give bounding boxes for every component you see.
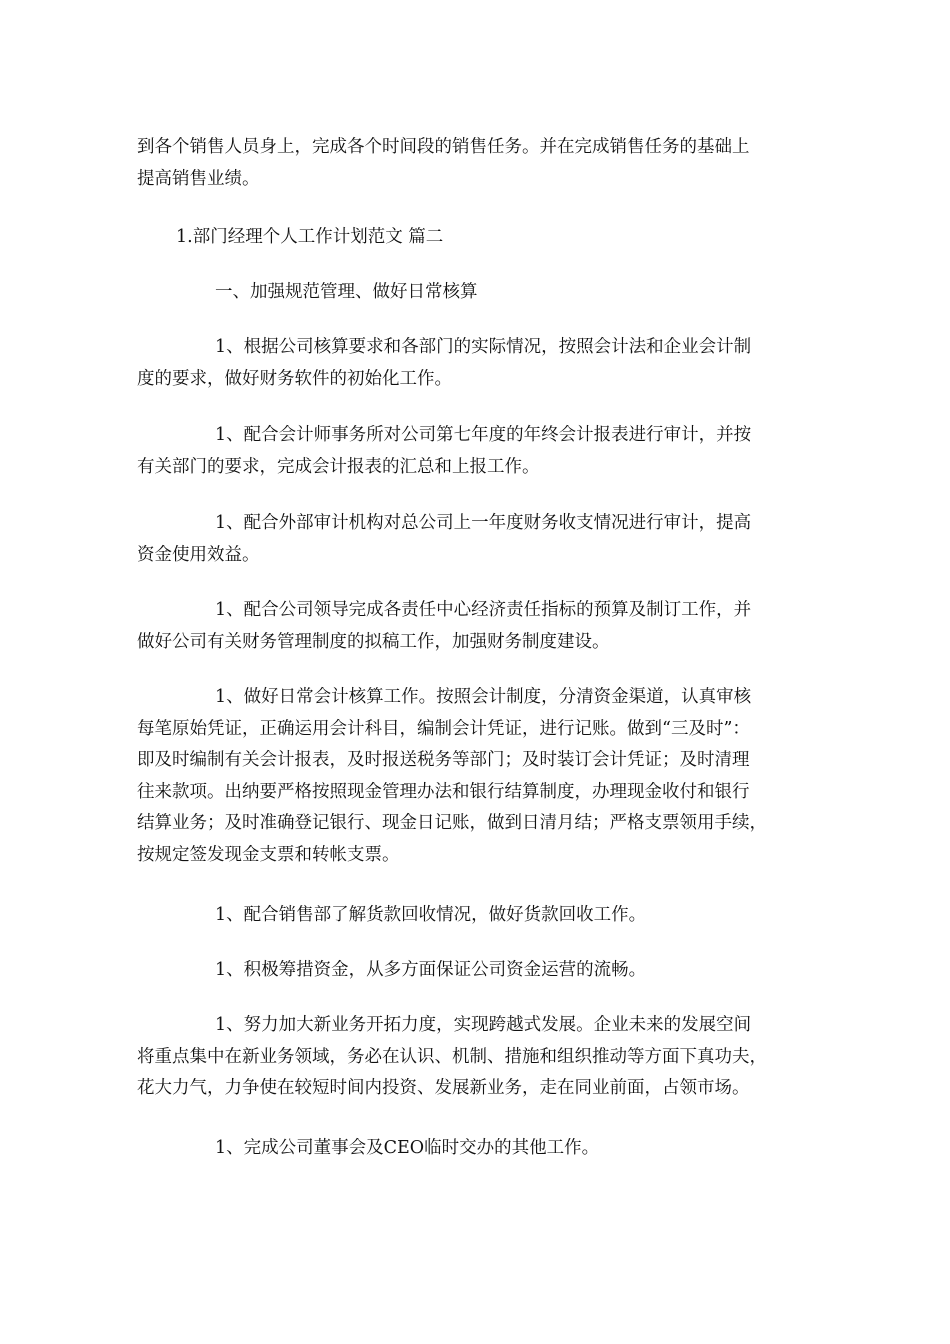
text-line: 1、配合销售部了解货款回收情况，做好货款回收工作。 [215, 905, 647, 925]
text-line: 资金使用效益。 [137, 544, 260, 565]
text-line: 花大力气，力争使在较短时间内投资、发展新业务，走在同业前面，占领市场。 [137, 1078, 750, 1098]
paragraph-item [137, 332, 817, 395]
text-line: 1、积极筹措资金，从多方面保证公司资金运营的流畅。 [215, 960, 647, 980]
text-line: 1、做好日常会计核算工作。按照会计制度，分清资金渠道，认真审核 [215, 687, 752, 707]
text-line: 1.部门经理个人工作计划范文 篇二 [176, 227, 444, 247]
text-line: 提高销售业绩。 [137, 168, 260, 189]
text-line: 每笔原始凭证，正确运用会计科目，编制会计凭证，进行记账。做到“三及时”： [137, 718, 750, 739]
paragraph-continuation [137, 132, 817, 195]
paragraph-item [137, 595, 817, 658]
text-line: 1、配合公司领导完成各责任中心经济责任指标的预算及制订工作，并 [215, 600, 752, 620]
text-line: 一、加强规范管理、做好日常核算 [215, 282, 478, 302]
section-title [137, 222, 817, 254]
text-line: 即及时编制有关会计报表，及时报送税务等部门；及时装订会计凭证；及时清理 [137, 750, 750, 770]
text-line: 1、努力加大新业务开拓力度，实现跨越式发展。企业未来的发展空间 [215, 1015, 752, 1035]
paragraph-item [137, 1133, 817, 1165]
paragraph-item [137, 682, 817, 871]
paragraph-item [137, 508, 817, 571]
paragraph-item [137, 1010, 817, 1105]
text-line: 1、根据公司核算要求和各部门的实际情况，按照会计法和企业会计制 [215, 337, 752, 357]
text-line: 往来款项。出纳要严格按照现金管理办法和银行结算制度，办理现金收付和银行 [137, 781, 750, 802]
paragraph-item [137, 420, 817, 483]
text-line: 到各个销售人员身上，完成各个时间段的销售任务。并在完成销售任务的基础上 [137, 137, 750, 157]
text-line: 1、完成公司董事会及CEO临时交办的其他工作。 [215, 1138, 600, 1158]
paragraph-item [137, 900, 817, 932]
paragraph-item [137, 955, 817, 987]
text-line: 1、配合会计师事务所对公司第七年度的年终会计报表进行审计，并按 [215, 425, 752, 445]
text-line: 结算业务；及时准确登记银行、现金日记账，做到日清月结；严格支票领用手续， [137, 813, 767, 833]
text-line: 将重点集中在新业务领域，务必在认识、机制、措施和组织推动等方面下真功夫， [137, 1046, 767, 1067]
text-line: 做好公司有关财务管理制度的拟稿工作，加强财务制度建设。 [137, 631, 610, 652]
text-line: 有关部门的要求，完成会计报表的汇总和上报工作。 [137, 456, 540, 477]
text-line: 按规定签发现金支票和转帐支票。 [137, 844, 400, 865]
text-line: 1、配合外部审计机构对总公司上一年度财务收支情况进行审计，提高 [215, 513, 752, 533]
section-heading [137, 277, 817, 309]
text-line: 度的要求，做好财务软件的初始化工作。 [137, 368, 452, 389]
